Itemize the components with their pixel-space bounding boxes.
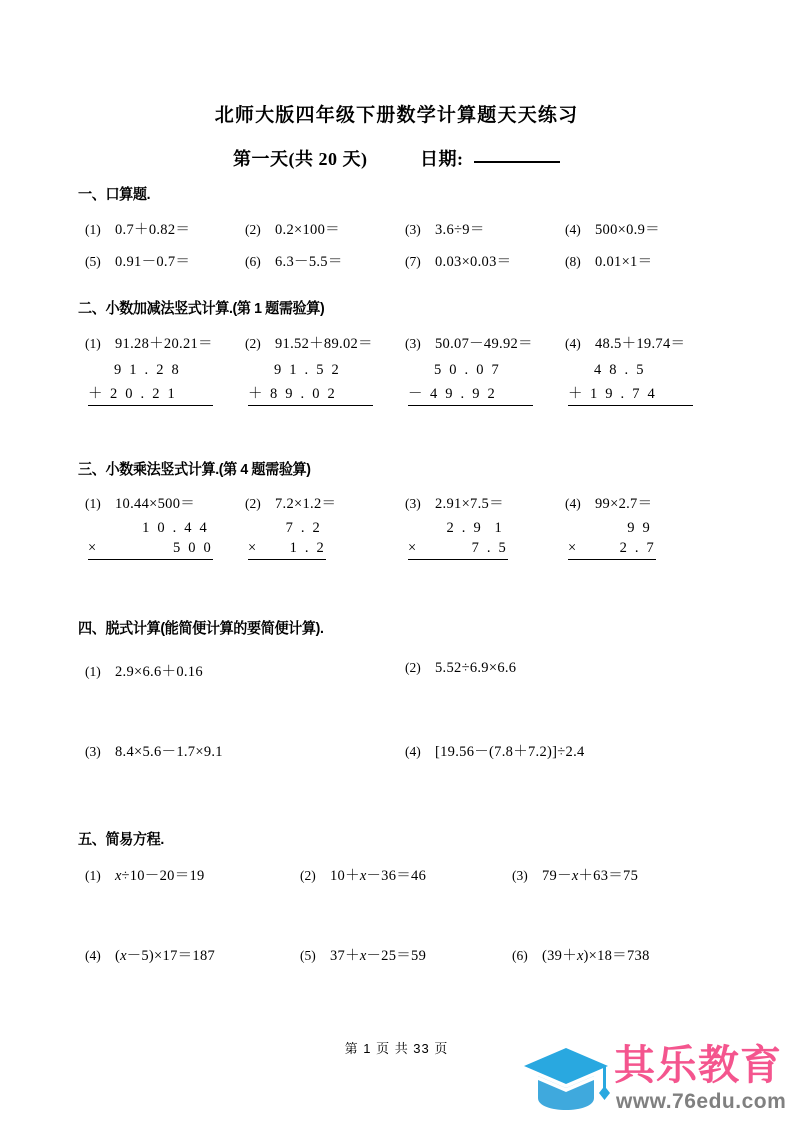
vertical-bottom-operand: 2 0 . 2 1 [110,386,177,402]
problem-number: (5) [300,948,316,963]
vertical-bottom-operand: 5 0 0 [173,540,213,556]
vertical-bottom-row [248,382,373,406]
problem-number: (4) [85,948,101,963]
problem-expression-post: －36＝46 [366,868,427,884]
variable-x: x [115,868,122,884]
problem-expression-post: )×18＝738 [583,948,650,964]
problem-4-3 [85,740,223,761]
vertical-bottom-row [568,540,656,560]
problem-1-6 [245,250,343,271]
problem-3-4 [565,492,652,513]
vertical-calc-3-3 [408,520,508,560]
variable-x: x [577,948,584,964]
problem-1-4 [565,218,660,239]
day-label: 第一天(共 20 天) [233,149,368,169]
problem-5-3 [512,864,638,885]
vertical-top-operand: 7 . 2 [285,520,322,536]
problem-number: (3) [85,744,101,759]
vertical-bottom-row [408,540,508,560]
variable-x: x [120,948,127,964]
vertical-bottom-operand: 8 9 . 0 2 [270,386,337,402]
problem-1-8 [565,250,652,271]
problem-expression-post: －5)×17＝187 [126,948,216,964]
problem-expression: 99×2.7＝ [595,496,653,512]
problem-expression-post: ＋63＝75 [578,868,639,884]
page-footer: 第 1 页 共 33 页 [344,1041,449,1056]
vertical-bottom-row [88,382,213,406]
problem-4-1 [85,660,203,681]
vertical-bottom-row [88,540,213,560]
vertical-operator: ＋ [248,386,263,402]
problem-expression: 48.5＋19.74＝ [595,336,686,352]
problem-5-5 [300,944,426,965]
logo-brand-text: 其乐教育 [614,1042,782,1088]
problem-expression: 500×0.9＝ [595,222,660,238]
problem-number: (2) [245,336,261,351]
problem-number: (1) [85,868,101,883]
problem-number: (4) [565,496,581,511]
problem-expression: 91.52＋89.02＝ [275,336,373,352]
problem-2-3 [405,332,533,353]
problem-1-1 [85,218,190,239]
problem-2-2 [245,332,373,353]
problem-number: (2) [245,496,261,511]
vertical-top-operand: 1 0 . 4 4 [142,520,209,536]
section1-row-2 [0,250,793,276]
date-label: 日期: [420,149,464,169]
problem-expression: 7.2×1.2＝ [275,496,337,512]
vertical-operator: ＋ [88,386,103,402]
problem-number: (3) [405,336,421,351]
section-heading-4: 四、脱式计算(能简便计算的要简便计算). [78,620,324,637]
problem-expression: 0.7＋0.82＝ [115,222,191,238]
vertical-operator: － [408,386,423,402]
logo-url-text: www.76edu.com [616,1090,787,1113]
vertical-bottom-row [408,382,533,406]
problem-number: (1) [85,222,101,237]
problem-4-2 [405,660,516,677]
problem-expression: 0.91－0.7＝ [115,254,191,270]
problem-number: (3) [405,496,421,511]
problem-3-2 [245,492,336,513]
vertical-calc-3-4 [568,520,656,560]
problem-expression: 0.03×0.03＝ [435,254,512,270]
problem-number: (1) [85,336,101,351]
variable-x: x [359,868,367,884]
problem-expression: 5.52÷6.9×6.6 [435,660,517,676]
section1-row-1 [0,218,793,244]
section5-row-2 [0,944,793,970]
vertical-bottom-row [248,540,326,560]
problem-number: (2) [245,222,261,237]
vertical-calc-3-2 [248,520,326,560]
problem-expression-post: －25＝59 [366,948,427,964]
problem-expression: 0.2×100＝ [275,222,340,238]
vertical-operator: × [568,540,577,556]
subtitle-row [0,145,793,171]
problem-number: (3) [405,222,421,237]
problem-number: (4) [565,222,581,237]
problem-4-4 [405,740,585,761]
vertical-operator: × [248,540,257,556]
problem-3-3 [405,492,504,513]
vertical-bottom-operand: 4 9 . 9 2 [430,386,497,402]
problem-2-4 [565,332,685,353]
section3-expr-row [0,492,793,518]
section-heading-5: 五、简易方程. [78,831,164,848]
problem-number: (8) [565,254,581,269]
vertical-top-operand: 4 8 . 5 [594,362,646,378]
problem-expression: 2.91×7.5＝ [435,496,504,512]
section2-expr-row [0,332,793,358]
problem-number: (6) [245,254,261,269]
problem-expression: 6.3－5.5＝ [275,254,343,270]
problem-expression: 0.01×1＝ [595,254,653,270]
vertical-bottom-operand: 1 9 . 7 4 [590,386,657,402]
problem-1-3 [405,218,485,239]
problem-number: (1) [85,664,101,679]
section-heading-2: 二、小数加减法竖式计算.(第 1 题需验算) [78,300,325,317]
problem-expression-pre: (39＋ [542,948,578,964]
problem-expression-pre: 37＋ [330,948,360,964]
vertical-calc-3-1 [88,520,213,560]
vertical-top-operand: 2 . 9 1 [446,520,504,536]
vertical-bottom-operand: 7 . 5 [471,540,508,556]
problem-expression-pre: 79－ [542,868,572,884]
vertical-operator: × [408,540,417,556]
problem-1-5 [85,250,190,271]
problem-expression: 10.44×500＝ [115,496,196,512]
problem-expression: [19.56－(7.8＋7.2)]÷2.4 [435,744,585,760]
problem-5-2 [300,864,426,885]
vertical-bottom-row [568,382,693,406]
problem-3-1 [85,492,195,513]
problem-expression: 91.28＋20.21＝ [115,336,213,352]
section5-row-1 [0,864,793,890]
problem-number: (2) [405,660,421,675]
problem-number: (1) [85,496,101,511]
problem-number: (7) [405,254,421,269]
vertical-calc-2-1 [88,362,213,406]
vertical-top-operand: 9 9 [627,520,652,536]
vertical-operator: ＋ [568,386,583,402]
problem-1-2 [245,218,340,239]
graduation-cap-icon [522,1046,610,1112]
problem-number: (6) [512,948,528,963]
vertical-bottom-operand: 1 . 2 [289,540,326,556]
problem-expression-pre: ( [115,948,121,964]
vertical-operator: × [88,540,97,556]
problem-expression: 3.6÷9＝ [435,222,485,238]
page-title: 北师大版四年级下册数学计算题天天练习 [214,105,579,126]
section-heading-1: 一、口算题. [78,186,151,203]
section4-row-2 [0,740,793,766]
site-logo[interactable] [522,1042,787,1118]
variable-x: x [359,948,367,964]
problem-expression: 2.9×6.6＋0.16 [115,664,203,680]
date-blank-line[interactable] [474,161,560,163]
vertical-calc-2-4 [568,362,693,406]
problem-5-6 [512,944,650,965]
vertical-top-operand: 9 1 . 5 2 [274,362,341,378]
problem-expression: 8.4×5.6－1.7×9.1 [115,744,223,760]
problem-number: (4) [565,336,581,351]
vertical-top-operand: 9 1 . 2 8 [114,362,181,378]
problem-5-4 [85,944,215,965]
problem-expression: 50.07－49.92＝ [435,336,533,352]
section-heading-3: 三、小数乘法竖式计算.(第 4 题需验算) [78,461,311,478]
section4-row-1 [0,660,793,686]
problem-1-7 [405,250,511,271]
problem-number: (5) [85,254,101,269]
problem-5-1 [85,864,205,885]
problem-number: (4) [405,744,421,759]
problem-2-1 [85,332,213,353]
problem-expression-pre: 10＋ [330,868,360,884]
variable-x: x [571,868,579,884]
vertical-bottom-operand: 2 . 7 [619,540,656,556]
problem-number: (2) [300,868,316,883]
vertical-calc-2-2 [248,362,373,406]
vertical-calc-2-3 [408,362,533,406]
problem-expression-post: ÷10－20＝19 [121,868,205,884]
vertical-top-operand: 5 0 . 0 7 [434,362,501,378]
problem-number: (3) [512,868,528,883]
